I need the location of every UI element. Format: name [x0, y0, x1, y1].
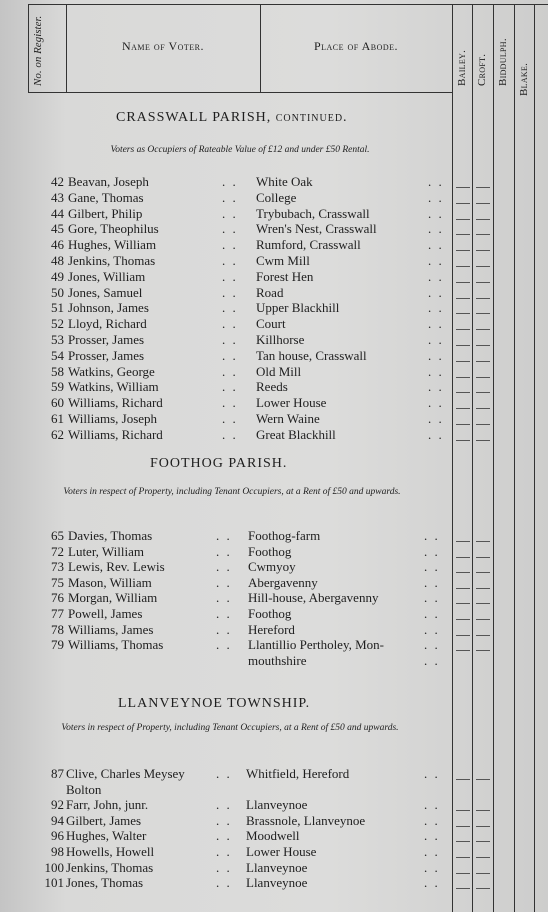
vote-mark [456, 392, 470, 393]
vote-mark [456, 588, 470, 589]
register-number: 98 [51, 844, 64, 859]
header-place-of-abode: Place of Abode. [313, 38, 399, 53]
register-number: 62 [51, 426, 64, 442]
place-of-abode: Killhorse [256, 332, 305, 347]
leader-dots: . . [222, 189, 238, 205]
header-candidate-blake: Blake. [518, 62, 530, 96]
leader-dots: . . [222, 205, 238, 221]
voter-row [0, 544, 448, 560]
leader-dots: . . [222, 221, 238, 237]
leader-dots: . . [424, 543, 440, 559]
voter-row [0, 411, 448, 427]
vote-mark [476, 888, 490, 889]
register-number: 79 [51, 637, 64, 653]
voter-row [0, 875, 448, 891]
voter-name: Gilbert, Philip [68, 205, 143, 221]
register-number: 92 [51, 797, 64, 813]
register-number: 100 [44, 859, 64, 875]
leader-dots: . . [216, 543, 232, 559]
leader-dots: . . [216, 590, 232, 606]
rule-bailey [452, 4, 453, 912]
vote-mark [456, 424, 470, 425]
place-of-abode: College [256, 189, 297, 205]
register-number: 48 [51, 253, 64, 268]
register-number: 44 [51, 205, 64, 221]
vote-mark [456, 888, 470, 889]
voter-name: Jenkins, Thomas [68, 253, 156, 268]
vote-mark [476, 313, 490, 314]
voter-row [0, 174, 448, 190]
place-of-abode: Lower House [256, 395, 327, 411]
vote-mark [476, 377, 490, 378]
vote-mark [476, 650, 490, 651]
place-of-abode: Hereford [248, 621, 295, 637]
vote-mark [456, 619, 470, 620]
leader-dots: . . [424, 637, 440, 653]
voter-name: Clive, Charles Meysey [66, 766, 185, 781]
vote-mark [476, 557, 490, 558]
leader-dots: . . [428, 316, 444, 332]
place-of-abode: Reeds [256, 379, 288, 395]
vote-mark [456, 603, 470, 604]
vote-mark [456, 635, 470, 636]
voter-name: Hughes, Walter [66, 828, 147, 844]
rule-right [534, 4, 535, 912]
vote-mark [476, 282, 490, 283]
place-of-abode: Great Blackhill [256, 426, 336, 442]
vote-mark [456, 541, 470, 542]
place-of-abode: White Oak [256, 174, 313, 189]
leader-dots: . . [428, 237, 444, 253]
leader-dots: . . [222, 300, 238, 316]
register-number: 54 [51, 347, 64, 363]
voter-row [0, 637, 448, 653]
leader-dots: . . [428, 174, 444, 189]
vote-mark [456, 650, 470, 651]
voter-name: Watkins, George [68, 363, 155, 379]
vote-mark [456, 826, 470, 827]
leader-dots: . . [428, 268, 444, 284]
voter-name: Lloyd, Richard [68, 316, 147, 332]
register-number: 60 [51, 395, 64, 411]
vote-mark [456, 572, 470, 573]
leader-dots: . . [428, 205, 444, 221]
register-number: 94 [51, 812, 64, 828]
place-of-abode: Foothog [248, 543, 292, 559]
leader-dots: . . [216, 766, 232, 781]
voter-row [0, 348, 448, 364]
leader-dots: . . [424, 859, 440, 875]
header-candidate-croft: Croft. [476, 53, 488, 86]
rule-left [28, 4, 29, 92]
place-of-abode: Abergavenny [248, 574, 318, 590]
vote-mark [456, 187, 470, 188]
voter-row [0, 379, 448, 395]
place-of-abode: Upper Blackhill [256, 300, 340, 316]
register-number: 77 [51, 606, 64, 621]
place-of-abode: mouthshire [248, 652, 307, 668]
leader-dots: . . [424, 844, 440, 859]
register-number: 73 [51, 559, 64, 575]
leader-dots: . . [216, 797, 232, 813]
vote-mark [456, 313, 470, 314]
voter-name: Beavan, Joseph [68, 174, 149, 189]
leader-dots: . . [428, 426, 444, 442]
leader-dots: . . [424, 652, 440, 668]
section-title-llanveynoe: LLANVEYNOE TOWNSHIP. [118, 696, 311, 711]
leader-dots: . . [428, 379, 444, 395]
vote-mark [476, 619, 490, 620]
register-number: 76 [51, 590, 64, 606]
vote-mark [476, 857, 490, 858]
vote-mark [476, 219, 490, 220]
voter-row [0, 253, 448, 269]
register-number: 61 [51, 411, 64, 426]
register-number: 42 [51, 174, 64, 189]
place-of-abode: Brassnole, Llanveynoe [246, 812, 366, 828]
vote-mark [476, 424, 490, 425]
voter-row [0, 575, 448, 591]
place-of-abode: Lower House [246, 844, 317, 859]
voter-name: Powell, James [68, 606, 143, 621]
place-of-abode: Llanveynoe [246, 859, 308, 875]
voter-name: Prosser, James [68, 332, 145, 347]
voter-name: Watkins, William [68, 379, 159, 395]
leader-dots: . . [216, 828, 232, 844]
vote-mark [456, 440, 470, 441]
place-of-abode: Road [256, 284, 284, 300]
place-of-abode: Llantillio Pertholey, Mon- [248, 637, 384, 653]
voter-row [0, 559, 448, 575]
leader-dots: . . [424, 606, 440, 621]
section-qualification-llanveynoe: Voters in respect of Property, including Tenant Occupiers, at a Rent of £50 and upwards. [61, 723, 399, 733]
leader-dots: . . [428, 253, 444, 268]
vote-mark [456, 810, 470, 811]
vote-mark [456, 234, 470, 235]
leader-dots: . . [216, 637, 232, 653]
voter-row [0, 622, 448, 638]
vote-mark [476, 779, 490, 780]
voter-name: Bolton [66, 781, 102, 797]
register-number: 45 [51, 221, 64, 237]
voter-name: Mason, William [68, 574, 152, 590]
vote-mark [456, 557, 470, 558]
voter-row [0, 285, 448, 301]
voter-row [0, 813, 448, 829]
vote-mark [476, 266, 490, 267]
place-of-abode: Rumford, Crasswall [256, 237, 361, 253]
place-of-abode: Forest Hen [256, 268, 314, 284]
place-of-abode: Old Mill [256, 363, 302, 379]
leader-dots: . . [216, 859, 232, 875]
vote-mark [456, 873, 470, 874]
leader-dots: . . [216, 875, 232, 891]
vote-mark [476, 541, 490, 542]
place-of-abode: Trybubach, Crasswall [256, 205, 370, 221]
leader-dots: . . [428, 221, 444, 237]
voter-row [0, 427, 448, 443]
register-number: 43 [51, 189, 64, 205]
voter-name: Williams, Joseph [68, 411, 158, 426]
vote-mark [476, 408, 490, 409]
leader-dots: . . [424, 590, 440, 606]
vote-mark [476, 250, 490, 251]
voter-row [0, 332, 448, 348]
section-title-crasswall: CRASSWALL PARISH, continued. [116, 110, 348, 125]
voter-row [0, 190, 448, 206]
voter-row [0, 300, 448, 316]
leader-dots: . . [428, 189, 444, 205]
voter-name: Williams, James [68, 621, 154, 637]
voter-name: Williams, Thomas [68, 637, 164, 653]
place-of-abode: Llanveynoe [246, 797, 308, 813]
voter-row [0, 528, 448, 544]
rule-croft [472, 4, 473, 912]
voter-row [0, 828, 448, 844]
voter-name: Gane, Thomas [68, 189, 144, 205]
vote-mark [476, 329, 490, 330]
leader-dots: . . [424, 559, 440, 575]
leader-dots: . . [222, 395, 238, 411]
voter-name: Jones, William [68, 268, 146, 284]
voter-row [0, 653, 448, 669]
leader-dots: . . [222, 268, 238, 284]
register-number: 50 [51, 284, 64, 300]
rule-biddulph [493, 4, 494, 912]
voter-row [0, 269, 448, 285]
leader-dots: . . [428, 395, 444, 411]
vote-mark [476, 203, 490, 204]
register-number: 87 [51, 766, 64, 781]
vote-mark [476, 298, 490, 299]
voter-row [0, 782, 448, 798]
leader-dots: . . [222, 426, 238, 442]
leader-dots: . . [222, 316, 238, 332]
place-of-abode: Llanveynoe [246, 875, 308, 891]
leader-dots: . . [216, 844, 232, 859]
vote-mark [476, 635, 490, 636]
vote-mark [476, 873, 490, 874]
leader-dots: . . [424, 528, 440, 543]
voter-row [0, 860, 448, 876]
voter-name: Johnson, James [68, 300, 149, 316]
header-name-of-voter: Name of Voter. [121, 38, 204, 53]
vote-mark [476, 588, 490, 589]
voter-name: Prosser, James [68, 347, 145, 363]
rule-blake [514, 4, 515, 912]
register-number: 96 [51, 828, 64, 844]
vote-mark [456, 841, 470, 842]
leader-dots: . . [216, 574, 232, 590]
leader-dots: . . [424, 828, 440, 844]
vote-mark [476, 826, 490, 827]
voter-name: Williams, Richard [68, 426, 163, 442]
voter-row [0, 395, 448, 411]
place-of-abode: Hill-house, Abergavenny [248, 590, 379, 606]
voter-row [0, 364, 448, 380]
vote-mark [456, 219, 470, 220]
voter-name: Jones, Samuel [68, 284, 143, 300]
leader-dots: . . [222, 253, 238, 268]
header-candidate-bailey: Bailey. [456, 49, 468, 86]
section-qualification-crasswall: Voters as Occupiers of Rateable Value of £12 and under £50 Rental. [110, 145, 370, 155]
register-number: 75 [51, 574, 64, 590]
leader-dots: . . [222, 347, 238, 363]
voter-row [0, 606, 448, 622]
vote-mark [456, 282, 470, 283]
vote-mark [476, 841, 490, 842]
place-of-abode: Court [256, 316, 286, 332]
vote-mark [456, 298, 470, 299]
leader-dots: . . [222, 332, 238, 347]
vote-mark [456, 857, 470, 858]
leader-dots: . . [222, 174, 238, 189]
vote-mark [456, 203, 470, 204]
voter-row [0, 797, 448, 813]
register-number: 51 [51, 300, 64, 316]
leader-dots: . . [222, 363, 238, 379]
place-of-abode: Cwm Mill [256, 253, 310, 268]
voter-name: Morgan, William [68, 590, 158, 606]
leader-dots: . . [216, 606, 232, 621]
leader-dots: . . [222, 411, 238, 426]
voter-row [0, 206, 448, 222]
voter-name: Hughes, William [68, 237, 157, 253]
leader-dots: . . [216, 621, 232, 637]
leader-dots: . . [424, 574, 440, 590]
vote-mark [476, 392, 490, 393]
place-of-abode: Cwmyoy [248, 559, 296, 575]
register-number: 49 [51, 268, 64, 284]
leader-dots: . . [216, 812, 232, 828]
register-number: 52 [51, 316, 64, 332]
leader-dots: . . [424, 797, 440, 813]
voter-row [0, 237, 448, 253]
place-of-abode: Moodwell [246, 828, 300, 844]
voter-name: Jenkins, Thomas [66, 859, 154, 875]
register-number: 65 [51, 528, 64, 543]
place-of-abode: Foothog [248, 606, 292, 621]
leader-dots: . . [222, 379, 238, 395]
leader-dots: . . [428, 300, 444, 316]
leader-dots: . . [216, 559, 232, 575]
leader-dots: . . [428, 332, 444, 347]
vote-mark [456, 361, 470, 362]
header-candidate-biddulph: Biddulph. [497, 38, 509, 86]
vote-mark [476, 603, 490, 604]
vote-mark [476, 187, 490, 188]
header-no-on-register: No. on Register. [32, 15, 44, 86]
vote-mark [476, 234, 490, 235]
voter-name: Williams, Richard [68, 395, 163, 411]
voter-name: Davies, Thomas [68, 528, 153, 543]
leader-dots: . . [428, 347, 444, 363]
vote-mark [456, 408, 470, 409]
header-bottom-rule [28, 92, 452, 93]
leader-dots: . . [428, 284, 444, 300]
vote-mark [476, 572, 490, 573]
register-number: 72 [51, 543, 64, 559]
vote-mark [456, 250, 470, 251]
voter-name: Gore, Theophilus [68, 221, 159, 237]
voter-row [0, 590, 448, 606]
vote-mark [476, 361, 490, 362]
register-number: 46 [51, 237, 64, 253]
vote-mark [476, 810, 490, 811]
voter-name: Howells, Howell [66, 844, 155, 859]
leader-dots: . . [428, 411, 444, 426]
leader-dots: . . [216, 528, 232, 543]
leader-dots: . . [424, 812, 440, 828]
voter-name: Jones, Thomas [66, 875, 144, 891]
place-of-abode: Whitfield, Hereford [246, 766, 350, 781]
section-qualification-foothog: Voters in respect of Property, including Tenant Occupiers, at a Rent of £50 and upwards. [63, 487, 401, 497]
voter-row [0, 316, 448, 332]
voter-name: Gilbert, James [66, 812, 142, 828]
leader-dots: . . [428, 363, 444, 379]
leader-dots: . . [222, 284, 238, 300]
place-of-abode: Wern Waine [256, 411, 320, 426]
voter-row [0, 766, 448, 782]
register-number: 53 [51, 332, 64, 347]
leader-dots: . . [222, 237, 238, 253]
vote-mark [456, 377, 470, 378]
vote-mark [456, 345, 470, 346]
vote-mark [476, 440, 490, 441]
voter-name: Farr, John, junr. [66, 797, 149, 813]
register-number: 78 [51, 621, 64, 637]
vote-mark [476, 345, 490, 346]
voter-row [0, 221, 448, 237]
place-of-abode: Wren's Nest, Crasswall [256, 221, 377, 237]
section-title-foothog: FOOTHOG PARISH. [150, 456, 288, 471]
register-number: 58 [51, 363, 64, 379]
register-number: 59 [51, 379, 64, 395]
leader-dots: . . [424, 875, 440, 891]
place-of-abode: Foothog-farm [248, 528, 321, 543]
voter-row [0, 844, 448, 860]
place-of-abode: Tan house, Crasswall [256, 347, 367, 363]
vote-mark [456, 779, 470, 780]
register-number: 101 [44, 875, 64, 891]
vote-mark [456, 329, 470, 330]
voter-name: Lewis, Rev. Lewis [68, 559, 165, 575]
voter-name: Luter, William [68, 543, 144, 559]
vote-mark [456, 266, 470, 267]
leader-dots: . . [424, 766, 440, 781]
leader-dots: . . [424, 621, 440, 637]
